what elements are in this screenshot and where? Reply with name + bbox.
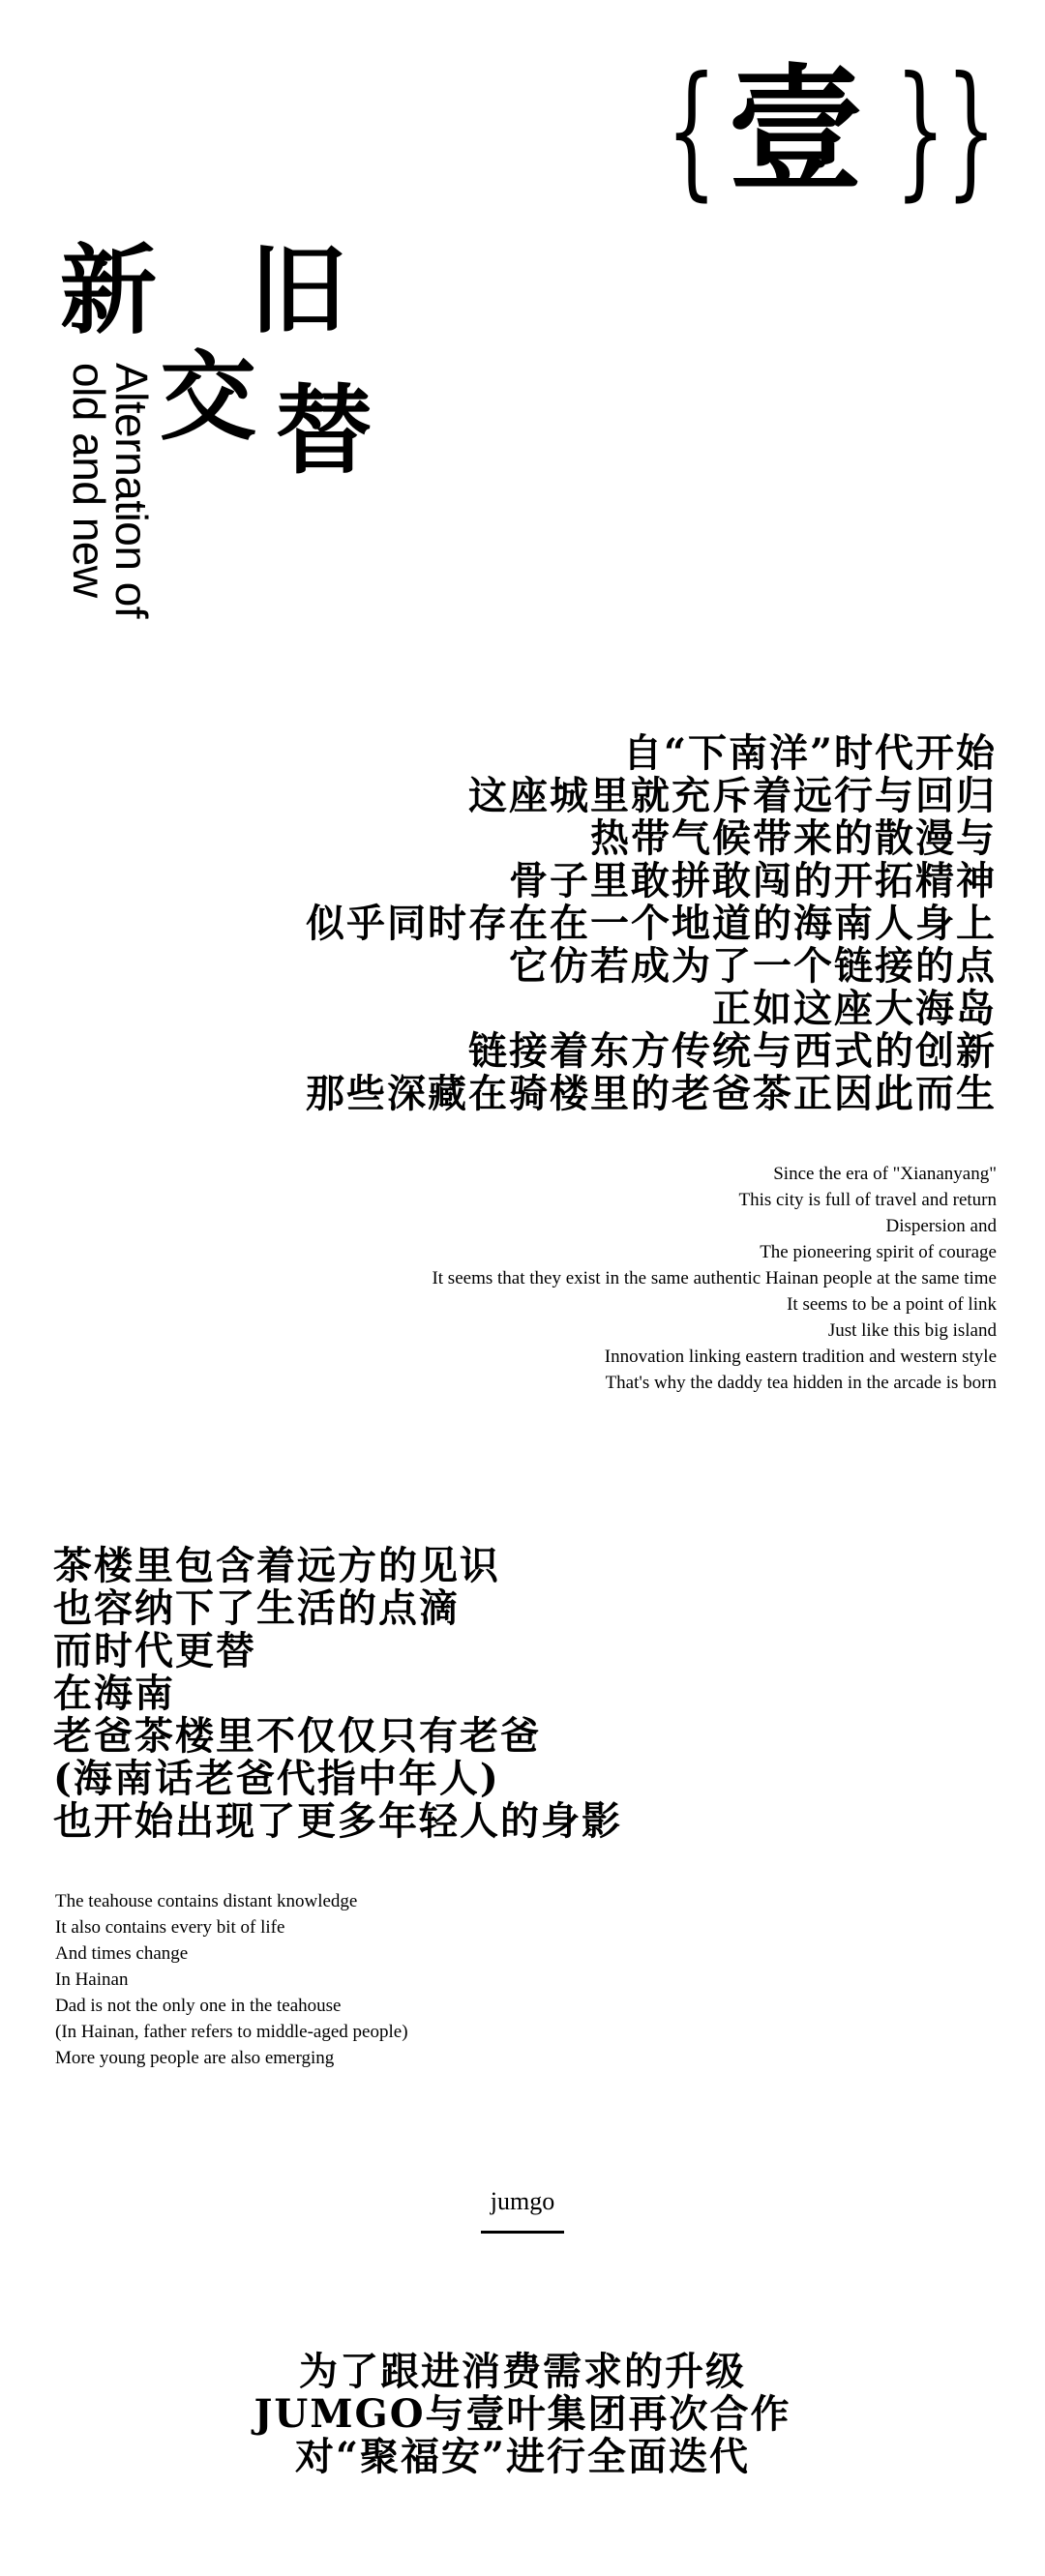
text-line: Dispersion and [885,1216,997,1236]
title-char-jiao: 交 [160,340,256,454]
text-line: It also contains every bit of life [55,1917,285,1938]
left-brace: { [666,46,717,215]
text-line: 对“聚福安”进行全面迭代 [294,2434,750,2479]
text-line: 这座城里就充斥着远行与回归 [468,773,997,818]
closing-chinese-text [0,2351,1045,2478]
text-line: This city is full of travel and return [738,1190,997,1210]
text-line: 也开始出现了更多年轻人的身影 [53,1798,622,1844]
title-char-xin: 新 [60,233,157,347]
section2-chinese-text [53,1545,622,1843]
title-english-line2: old and new [64,363,114,598]
text-line: 那些深藏在骑楼里的老爸茶正因此而生 [306,1071,997,1116]
text-line: 它仿若成为了一个链接的点 [509,943,997,989]
text-line: That's why the daddy tea hidden in the arcade is born [605,1373,997,1393]
right-braces: }} [895,46,998,215]
text-line: 而时代更替 [53,1628,256,1673]
text-line: Innovation linking eastern tradition and western style [604,1347,997,1367]
section-number-char: 壹 [728,51,864,210]
text-line: More young people are also emerging [55,2048,335,2068]
text-line: The pioneering spirit of courage [760,1242,997,1262]
text-line: (In Hainan, father refers to middle-aged people) [55,2022,408,2042]
text-line: Just like this big island [827,1320,997,1341]
section1-chinese-text [306,732,997,1115]
brand-name: jumgo [490,2187,555,2215]
text-line: 为了跟进消费需求的升级 [299,2349,746,2394]
text-line: It seems that they exist in the same authentic Hainan people at the same time [432,1268,997,1288]
title-english-line1: Alternation of [106,363,157,619]
section2-english-text [55,1888,408,2071]
text-line: 茶楼里包含着远方的见识 [53,1543,500,1588]
title-english-vertical [64,363,157,619]
text-line: 在海南 [53,1671,175,1716]
text-line: And times change [55,1943,189,1964]
brand-block [0,2186,1045,2234]
text-line: In Hainan [55,1969,129,1990]
text-line: JUMGO与壹叶集团再次合作 [254,2391,791,2437]
text-line: 老爸茶楼里不仅仅只有老爸 [53,1713,541,1759]
title-char-ti: 替 [276,373,373,488]
text-line: 链接着东方传统与西式的创新 [468,1028,997,1074]
text-line: 正如这座大海岛 [712,986,997,1031]
section-number-mark [668,39,1016,222]
text-line: Dad is not the only one in the teahouse [55,1996,342,2016]
text-line: 骨子里敢拼敢闯的开拓精神 [509,858,997,903]
text-line: The teahouse contains distant knowledge [55,1891,358,1911]
text-line: 似乎同时存在在一个地道的海南人身上 [306,901,997,946]
text-line: 也容纳下了生活的点滴 [53,1585,460,1631]
text-line: 自“下南洋”时代开始 [622,730,997,776]
text-line: It seems to be a point of link [787,1294,997,1315]
title-char-jiu: 旧 [250,233,346,347]
text-line: Since the era of "Xiananyang" [773,1164,997,1184]
text-line: (海南话老爸代指中年人) [53,1756,500,1801]
section1-english-text [432,1161,997,1396]
brand-underline-divider [481,2231,564,2234]
text-line: 热带气候带来的散漫与 [590,815,997,861]
